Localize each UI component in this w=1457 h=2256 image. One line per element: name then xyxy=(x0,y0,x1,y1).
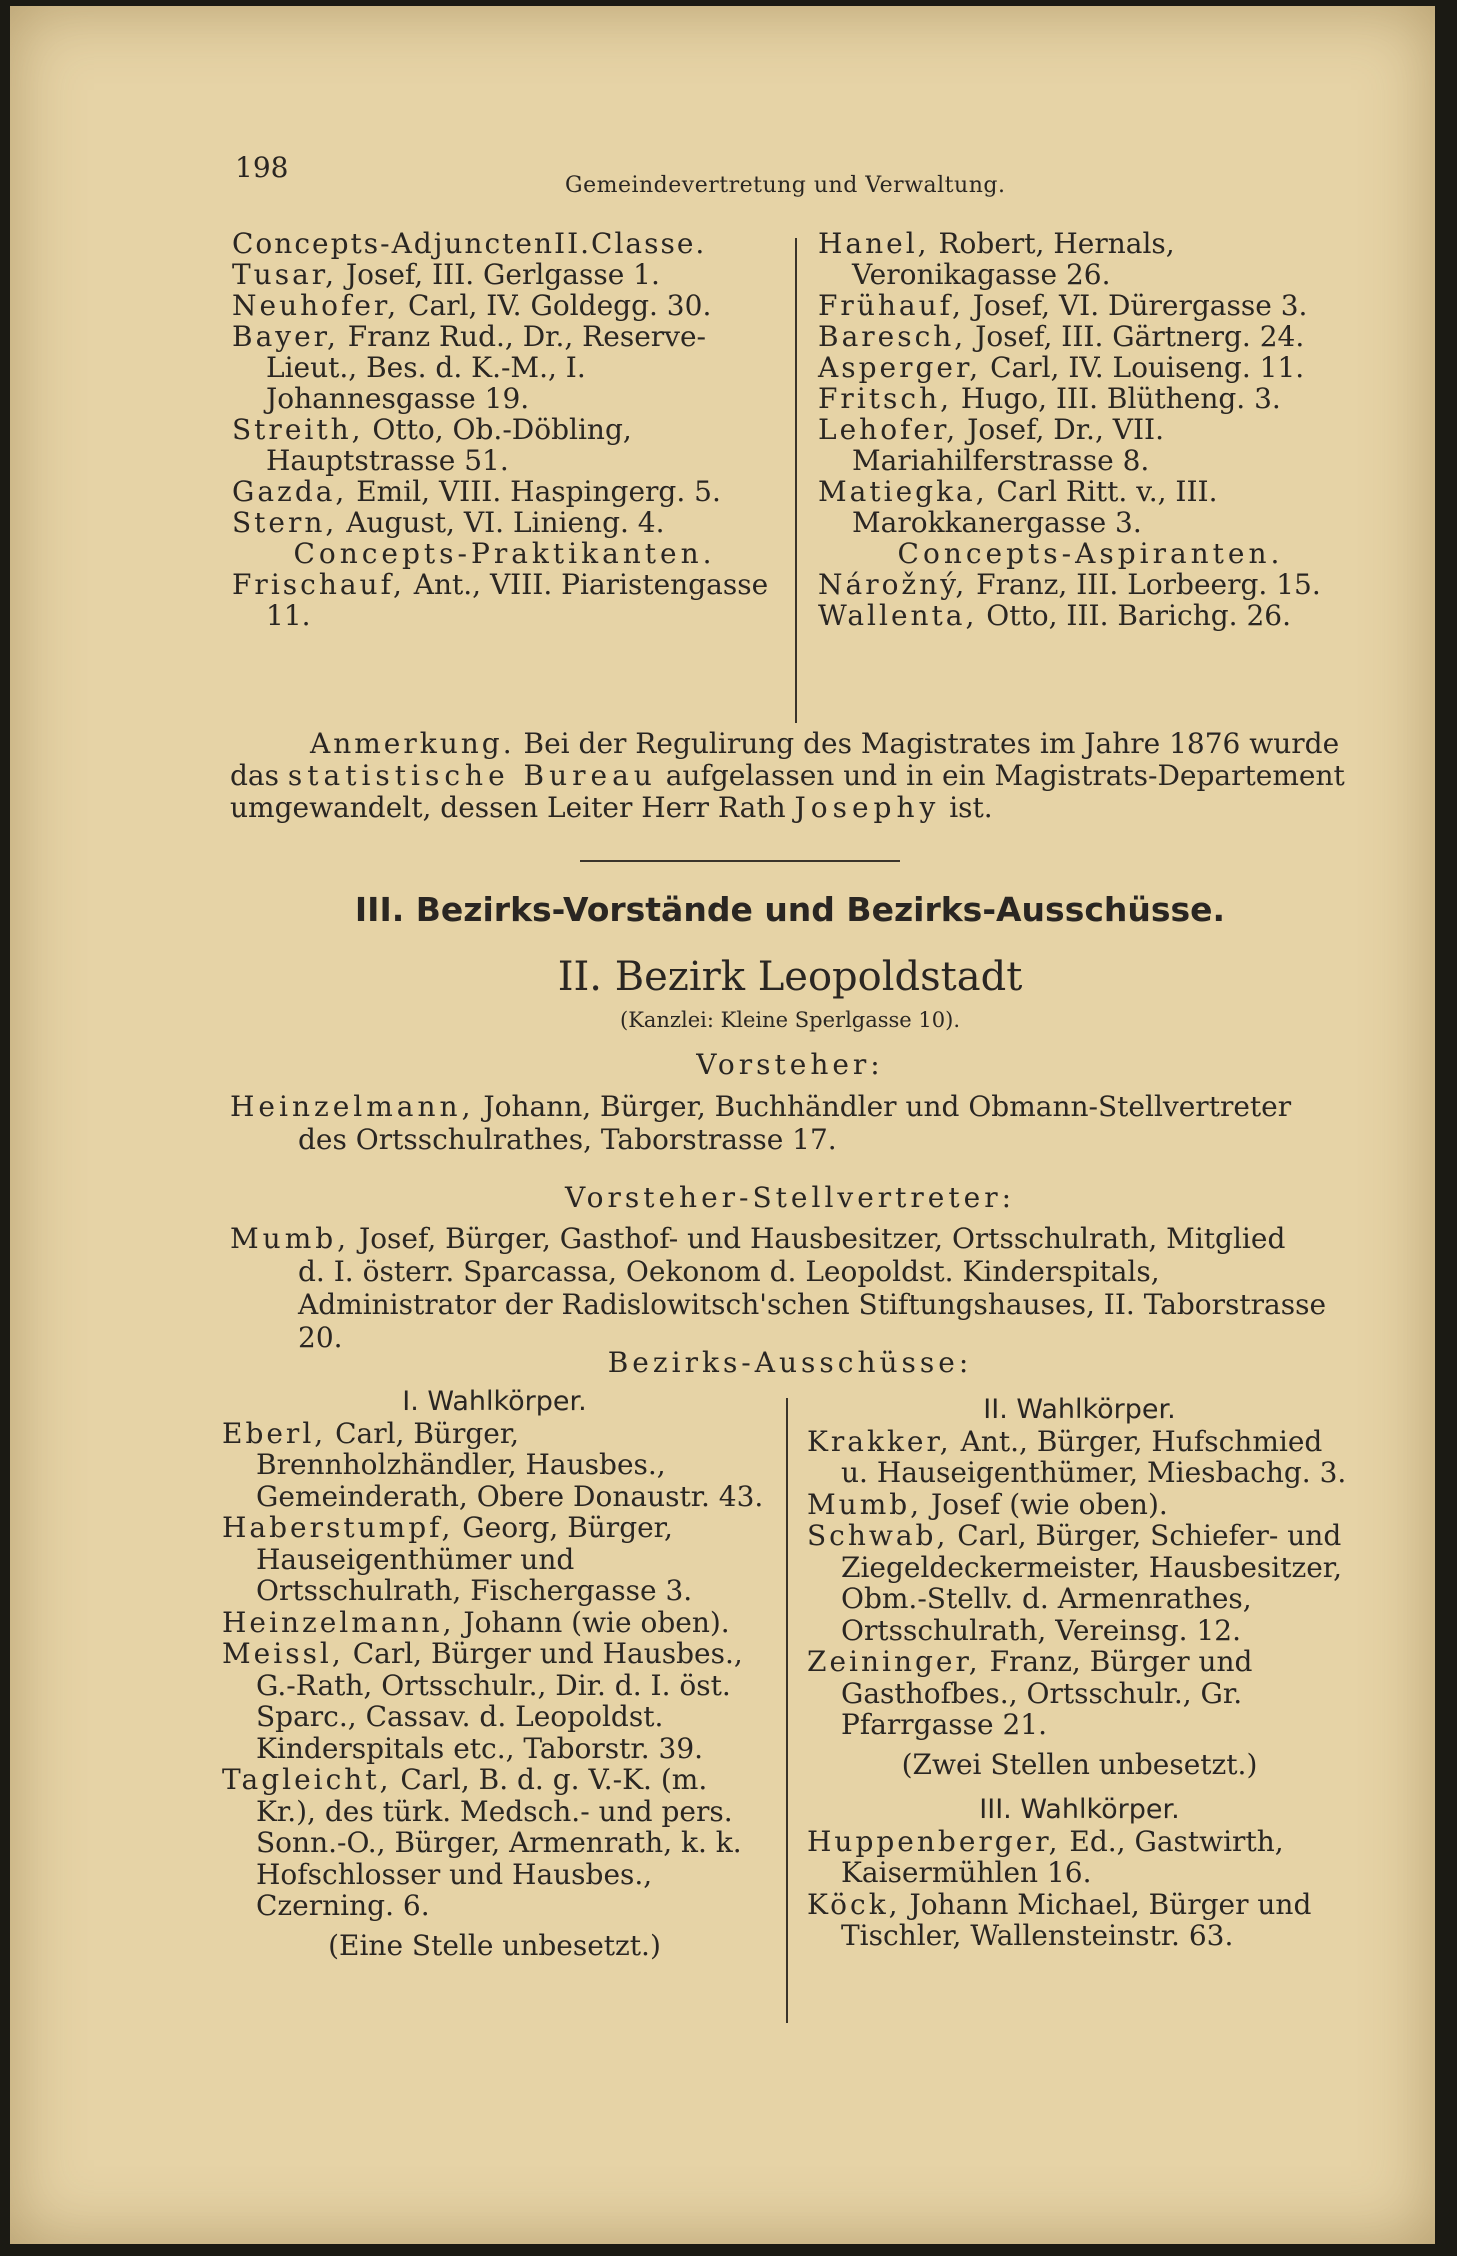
list-item: Mumb, Josef (wie oben). xyxy=(807,1487,1168,1521)
footnote: Anmerkung. Bei der Regulirung des Magistrates im Jahre 1876 wurde das statistische Bureau aufgelassen und in ein Magistrats-Departement umgewandelt, dessen Leiter Herr Rath Josephy ist. xyxy=(230,727,1345,824)
list-item: Gazda, Emil, VIII. Haspingerg. 5. xyxy=(232,475,721,508)
vorsteher-label: Vorsteher: xyxy=(696,1048,884,1081)
list-item: Neuhofer, Carl, IV. Goldegg. 30. xyxy=(232,289,712,322)
stellvertreter-entry: Mumb, Josef, Bürger, Gasthof- und Hausbesitzer, Ortsschulrath, Mitglied d. I. österr. Sparcassa, Oekonom d. Leopoldst. Kinderspitals, Administrator der Radislowitsch'schen Stiftungshauses, II. Taborstrasse 20. xyxy=(230,1222,1327,1354)
list-item: Haberstumpf, Georg, Bürger, Hauseigenthümer und Ortsschulrath, Fischergasse 3. xyxy=(222,1511,693,1607)
running-title: Gemeindevertretung und Verwaltung. xyxy=(565,173,1006,198)
list-item: Hanel, Robert, Hernals, Veronikagasse 26. xyxy=(818,227,1175,291)
list-item: Huppenberger, Ed., Gastwirth, Kaisermühlen 16. xyxy=(807,1824,1284,1889)
office-address: (Kanzlei: Kleine Sperlgasse 10). xyxy=(620,1008,960,1032)
page xyxy=(10,6,1435,2244)
divider xyxy=(580,860,900,862)
district-title: II. Bezirk Leopoldstadt xyxy=(557,954,1023,1000)
wahlkoerper-title: III. Wahlkörper. xyxy=(979,1794,1180,1825)
vacancy-note: (Eine Stelle unbesetzt.) xyxy=(328,1928,661,1962)
ausschuesse-label: Bezirks-Ausschüsse: xyxy=(607,1346,973,1379)
section-heading: Concepts-AdjunctenII.Classe. xyxy=(232,227,707,260)
right-top-column xyxy=(818,228,1363,631)
list-item: Streith, Otto, Ob.-Döbling, Hauptstrasse 51. xyxy=(232,413,632,477)
note-label: Anmerkung. xyxy=(310,727,515,760)
vorsteher-entry: Heinzelmann, Johann, Bürger, Buchhändler und Obmann-Stellvertreter des Ortsschulrathes, Taborstrasse 17. xyxy=(230,1090,1292,1156)
list-item: Asperger, Carl, IV. Louiseng. 11. xyxy=(818,351,1305,384)
section-subheading: Concepts-Praktikanten. xyxy=(293,537,716,570)
list-item: Krakker, Ant., Bürger, Hufschmied u. Hauseigenthümer, Miesbachg. 3. xyxy=(807,1424,1347,1489)
list-item: Eberl, Carl, Bürger, Brennholzhändler, Hausbes., Gemeinderath, Obere Donaustr. 43. xyxy=(222,1416,764,1513)
wahlkoerper-1 xyxy=(222,1386,767,1961)
section-title: III. Bezirks-Vorstände und Bezirks-Ausschüsse. xyxy=(354,890,1226,929)
list-item: Bayer, Franz Rud., Dr., Reserve-Lieut., Bes. d. K.-M., I. Johannesgasse 19. xyxy=(232,320,706,415)
list-item: Matiegka, Carl Ritt. v., III. Marokkanergasse 3. xyxy=(818,475,1218,539)
list-item: Wallenta, Otto, III. Barichg. 26. xyxy=(818,599,1291,632)
page-header xyxy=(235,151,1055,196)
wahlkoerper-title: I. Wahlkörper. xyxy=(402,1386,587,1417)
list-item: Fritsch, Hugo, III. Blütheng. 3. xyxy=(818,382,1281,415)
left-top-column xyxy=(232,228,777,631)
list-item: Heinzelmann, Johann (wie oben). xyxy=(222,1605,730,1639)
list-item: Köck, Johann Michael, Bürger und Tischler, Wallensteinstr. 63. xyxy=(807,1887,1312,1952)
list-item: Frischauf, Ant., VIII. Piaristengasse 11. xyxy=(232,568,769,632)
column-divider xyxy=(786,1398,788,2023)
wahlkoerper-2-3 xyxy=(807,1394,1352,1952)
wahlkoerper-title: II. Wahlkörper. xyxy=(983,1394,1176,1425)
column-divider xyxy=(795,238,797,723)
list-item: Tusar, Josef, III. Gerlgasse 1. xyxy=(232,258,660,291)
vacancy-note: (Zwei Stellen unbesetzt.) xyxy=(901,1747,1258,1781)
list-item: Frühauf, Josef, VI. Dürergasse 3. xyxy=(818,289,1308,322)
page-number: 198 xyxy=(235,151,289,184)
list-item: Lehofer, Josef, Dr., VII. Mariahilferstrasse 8. xyxy=(818,413,1164,477)
list-item: Stern, August, VI. Linieng. 4. xyxy=(232,506,665,539)
list-item: Baresch, Josef, III. Gärtnerg. 24. xyxy=(818,320,1305,353)
list-item: Meissl, Carl, Bürger und Hausbes., G.-Rath, Ortsschulr., Dir. d. I. öst. Sparc., Cassav. d. Leopoldst. Kinderspitals etc., Taborstr. 39. xyxy=(222,1637,743,1765)
section-subheading: Concepts-Aspiranten. xyxy=(897,537,1284,570)
list-item: Tagleicht, Carl, B. d. g. V.-K. (m. Kr.), des türk. Medsch.- und pers. Sonn.-O., Bürger, Armenrath, k. k. Hofschlosser und Hausbes., Czerning. 6. xyxy=(222,1763,742,1922)
list-item: Schwab, Carl, Bürger, Schiefer- und Ziegeldeckermeister, Hausbesitzer, Obm.-Stellv. d. Armenrathes, Ortsschulrath, Vereinsg. 12. xyxy=(807,1519,1343,1647)
list-item: Zeininger, Franz, Bürger und Gasthofbes., Ortsschulr., Gr. Pfarrgasse 21. xyxy=(807,1645,1253,1741)
stellvertreter-label: Vorsteher-Stellvertreter: xyxy=(564,1181,1016,1214)
list-item: Nárožný, Franz, III. Lorbeerg. 15. xyxy=(818,568,1321,601)
